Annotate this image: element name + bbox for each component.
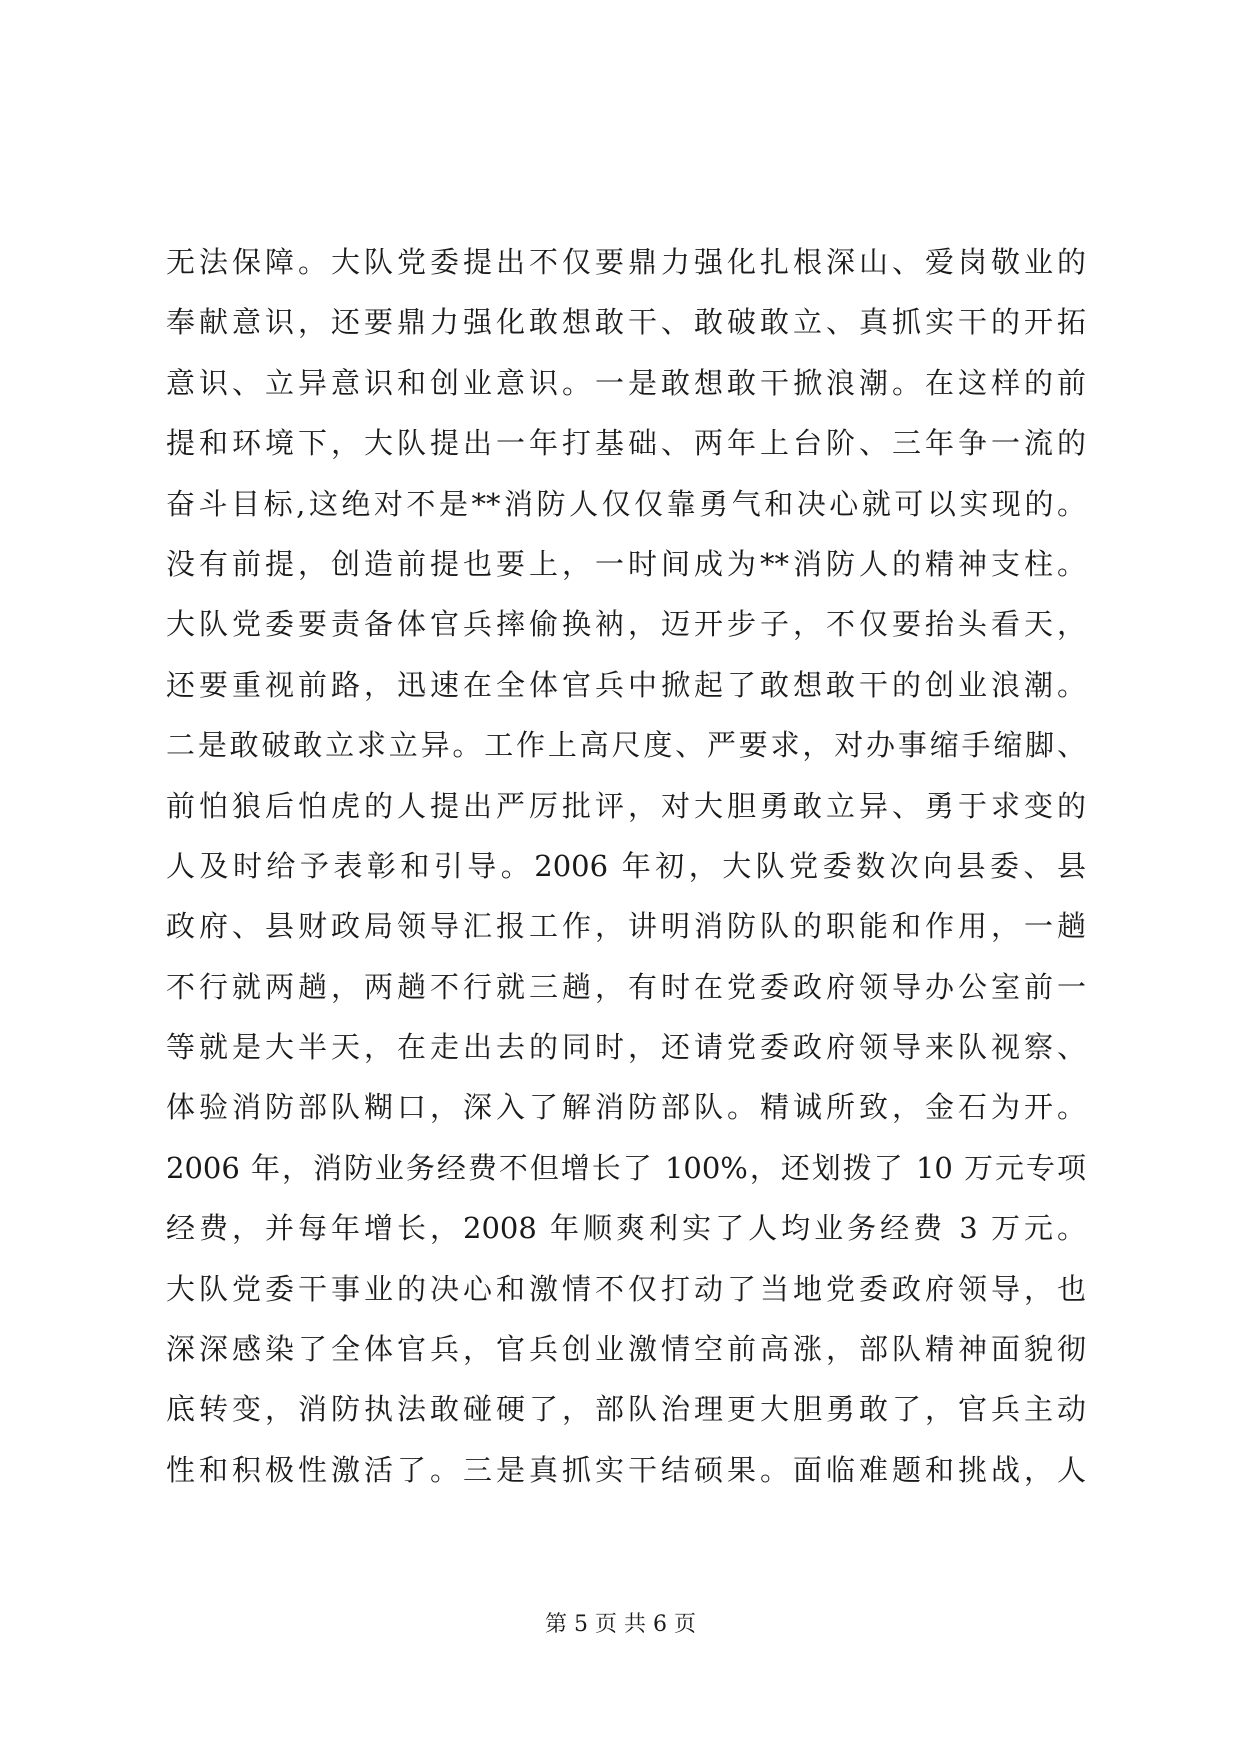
text-line: 体验消防部队糊口，深入了解消防部队。精诚所致，金石为开。 bbox=[166, 1090, 1086, 1125]
text-line: 没有前提，创造前提也要上，一时间成为**消防人的精神支柱。 bbox=[166, 546, 1086, 581]
text-line: 经费，并每年增长，2008 年顺爽利实了人均业务经费 3 万元。 bbox=[166, 1211, 1086, 1246]
text-line: 2006 年，消防业务经费不但增长了 100%，还划拨了 10 万元专项 bbox=[166, 1150, 1086, 1185]
text-line: 意识、立异意识和创业意识。一是敢想敢干掀浪潮。在这样的前 bbox=[166, 365, 1086, 400]
text-line: 无法保障。大队党委提出不仅要鼎力强化扎根深山、爱岗敬业的 bbox=[166, 245, 1086, 279]
text-line: 二是敢破敢立求立异。工作上高尺度、严要求，对办事缩手缩脚、 bbox=[166, 728, 1086, 763]
page-footer bbox=[0, 1610, 1241, 1640]
page-number: 第 5 页 共 6 页 bbox=[545, 1612, 696, 1637]
text-line: 奋斗目标,这绝对不是**消防人仅仅靠勇气和决心就可以实现的。 bbox=[166, 486, 1086, 521]
text-line: 等就是大半天，在走出去的同时，还请党委政府领导来队视察、 bbox=[166, 1030, 1086, 1065]
text-line: 性和积极性激活了。三是真抓实干结硕果。面临难题和挑战，人 bbox=[166, 1452, 1086, 1487]
text-line: 前怕狼后怕虎的人提出严厉批评，对大胆勇敢立异、勇于求变的 bbox=[166, 788, 1086, 823]
body-text bbox=[166, 232, 1086, 1500]
text-line: 深深感染了全体官兵，官兵创业激情空前高涨，部队精神面貌彻 bbox=[166, 1332, 1086, 1367]
text-line: 底转变，消防执法敢碰硬了，部队治理更大胆勇敢了，官兵主动 bbox=[166, 1392, 1086, 1427]
text-line: 大队党委要责备体官兵摔偷换衲，迈开步子，不仅要抬头看天， bbox=[166, 607, 1086, 642]
text-line: 还要重视前路，迅速在全体官兵中掀起了敢想敢干的创业浪潮。 bbox=[166, 667, 1086, 702]
text-line: 不行就两趟，两趟不行就三趟，有时在党委政府领导办公室前一 bbox=[166, 969, 1086, 1004]
text-line: 提和环境下，大队提出一年打基础、两年上台阶、三年争一流的 bbox=[166, 426, 1086, 461]
text-line: 人及时给予表彰和引导。2006 年初，大队党委数次向县委、县 bbox=[166, 848, 1086, 883]
text-line: 政府、县财政局领导汇报工作，讲明消防队的职能和作用，一趟 bbox=[166, 909, 1086, 944]
text-line: 大队党委干事业的决心和激情不仅打动了当地党委政府领导，也 bbox=[166, 1271, 1086, 1306]
text-line: 奉献意识，还要鼎力强化敢想敢干、敢破敢立、真抓实干的开拓 bbox=[166, 305, 1086, 340]
